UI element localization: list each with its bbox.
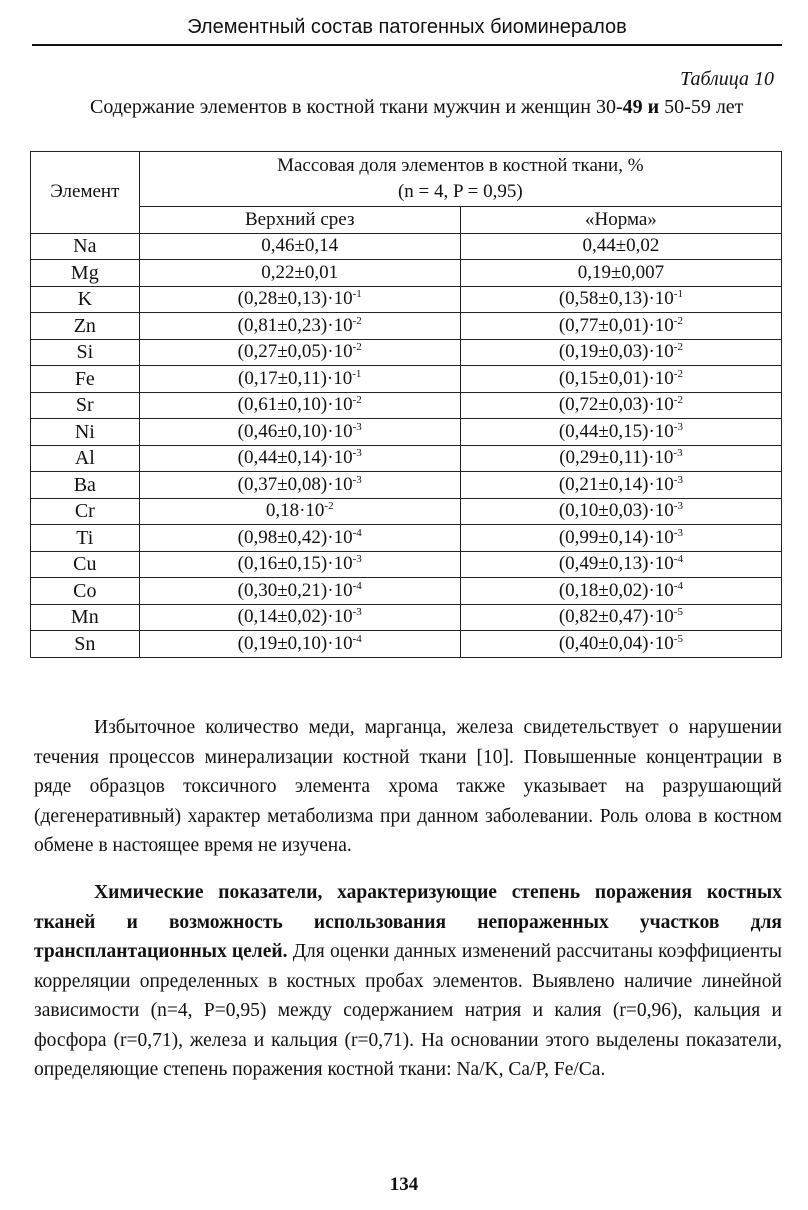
norm-value bbox=[460, 631, 781, 658]
value-base: (0,40±0,04)·10 bbox=[558, 632, 674, 654]
element-symbol: Co bbox=[31, 578, 140, 605]
mass-fraction-header bbox=[139, 152, 781, 207]
value-base: (0,14±0,02)·10 bbox=[237, 606, 353, 628]
value-exponent: -3 bbox=[673, 526, 683, 539]
upper-cut-value bbox=[139, 604, 460, 631]
value-exponent: -4 bbox=[352, 526, 362, 539]
paragraph-1: Избыточное количество меди, марганца, железа свидетельствует о нарушении течения процессов минерализации костной ткани [10]. Повышенные концентрации в ряде образцов токсичного элемента хрома также указывает на разрушающий (дегенеративный) характер метаболизма при данном заболевании. Роль олова в костном обмене в настоящее время не изучена. bbox=[34, 717, 782, 856]
mass-header-line2: (n = 4, P = 0,95) bbox=[397, 181, 523, 202]
table-row bbox=[31, 445, 782, 472]
value-exponent: -3 bbox=[352, 473, 362, 486]
value-exponent: -3 bbox=[352, 606, 362, 619]
table-row bbox=[31, 419, 782, 446]
value-base: (0,44±0,14)·10 bbox=[237, 447, 353, 469]
element-symbol: Si bbox=[31, 339, 140, 366]
value-base: (0,19±0,10)·10 bbox=[237, 632, 353, 654]
element-symbol: Ba bbox=[31, 472, 140, 499]
upper-cut-value bbox=[139, 233, 460, 260]
table-row bbox=[31, 339, 782, 366]
value-base: 0,44±0,02 bbox=[582, 235, 660, 257]
value-base: (0,15±0,01)·10 bbox=[558, 367, 674, 389]
norm-value bbox=[460, 498, 781, 525]
value-exponent: -2 bbox=[673, 394, 683, 407]
value-base: (0,29±0,11)·10 bbox=[559, 447, 674, 469]
value-exponent: -3 bbox=[673, 500, 683, 513]
value-base: (0,46±0,10)·10 bbox=[237, 420, 353, 442]
norm-value bbox=[460, 392, 781, 419]
norm-value bbox=[460, 286, 781, 313]
running-header-title: Элементный состав патогенных биоминералов bbox=[187, 16, 627, 38]
value-exponent: -4 bbox=[352, 579, 362, 592]
upper-cut-value bbox=[139, 551, 460, 578]
norm-value bbox=[460, 233, 781, 260]
table-row bbox=[31, 392, 782, 419]
value-base: (0,37±0,08)·10 bbox=[237, 473, 353, 495]
value-exponent: -1 bbox=[352, 288, 362, 301]
paragraph-2-text: Для оценки данных изменений рассчитаны коэффициенты корреляции определенных в костных пробах элементов. Выявлено наличие линейной зависимости (n=4, P=0,95) между содержанием натрия и калия (r=0,96), кальция и фосфора (r=0,71), железа и кальция (r=0,71). На основании этого выделены показатели, определяющие степень поражения костной ткани: Na/K, Ca/P, Fe/Ca. bbox=[34, 941, 782, 1080]
value-exponent: -5 bbox=[673, 606, 683, 619]
value-exponent: -2 bbox=[673, 341, 683, 354]
running-header bbox=[32, 10, 782, 46]
element-symbol: Mg bbox=[31, 260, 140, 287]
upper-cut-value bbox=[139, 419, 460, 446]
value-base: (0,99±0,14)·10 bbox=[558, 526, 674, 548]
upper-cut-value bbox=[139, 313, 460, 340]
table-row bbox=[31, 551, 782, 578]
value-exponent: -4 bbox=[673, 579, 683, 592]
upper-cut-value bbox=[139, 339, 460, 366]
value-base: (0,30±0,21)·10 bbox=[237, 579, 353, 601]
value-exponent: -5 bbox=[673, 632, 683, 645]
value-exponent: -2 bbox=[352, 394, 362, 407]
table-row bbox=[31, 366, 782, 393]
page-number: 134 bbox=[389, 1174, 419, 1195]
value-base: (0,16±0,15)·10 bbox=[237, 553, 353, 575]
value-base: (0,81±0,23)·10 bbox=[237, 314, 353, 336]
value-exponent: -2 bbox=[324, 500, 334, 513]
element-symbol: Sn bbox=[31, 631, 140, 658]
value-base: (0,19±0,03)·10 bbox=[558, 341, 674, 363]
element-symbol: Ni bbox=[31, 419, 140, 446]
table-row bbox=[31, 578, 782, 605]
table-row bbox=[31, 525, 782, 552]
value-base: (0,58±0,13)·10 bbox=[558, 288, 674, 310]
value-exponent: -1 bbox=[352, 367, 362, 380]
caption-bold: 49 и bbox=[622, 96, 660, 118]
value-exponent: -1 bbox=[673, 288, 683, 301]
upper-cut-value bbox=[139, 498, 460, 525]
table-caption bbox=[34, 94, 782, 121]
element-symbol: Sr bbox=[31, 392, 140, 419]
value-base: 0,19±0,007 bbox=[577, 261, 665, 283]
upper-cut-value bbox=[139, 286, 460, 313]
upper-cut-value bbox=[139, 260, 460, 287]
element-symbol: Mn bbox=[31, 604, 140, 631]
upper-cut-value bbox=[139, 392, 460, 419]
value-base: (0,82±0,47)·10 bbox=[558, 606, 674, 628]
element-symbol: Zn bbox=[31, 313, 140, 340]
value-exponent: -3 bbox=[352, 447, 362, 460]
upper-cut-value bbox=[139, 525, 460, 552]
table-row bbox=[31, 313, 782, 340]
element-symbol: Al bbox=[31, 445, 140, 472]
table-body bbox=[31, 233, 782, 657]
upper-cut-header: Верхний срез bbox=[139, 207, 460, 234]
value-exponent: -2 bbox=[673, 314, 683, 327]
value-exponent: -4 bbox=[352, 632, 362, 645]
mass-header-line1: Массовая доля элементов в костной ткани, % bbox=[277, 155, 644, 176]
element-symbol: Fe bbox=[31, 366, 140, 393]
norm-value bbox=[460, 366, 781, 393]
value-base: 0,46±0,14 bbox=[261, 235, 339, 257]
value-exponent: -2 bbox=[352, 314, 362, 327]
table-number: Таблица 10 bbox=[680, 68, 774, 90]
table-row bbox=[31, 233, 782, 260]
value-exponent: -3 bbox=[352, 553, 362, 566]
elements-table bbox=[30, 151, 782, 658]
value-exponent: -4 bbox=[673, 553, 683, 566]
element-column-header: Элемент bbox=[31, 152, 140, 234]
norm-value bbox=[460, 525, 781, 552]
value-base: (0,28±0,13)·10 bbox=[237, 288, 353, 310]
norm-value bbox=[460, 604, 781, 631]
paragraph-2-heading: Химические показатели, характеризующие степень поражения костных тканей и возможность использования непораженных участков для трансплантационных целей. bbox=[34, 882, 782, 962]
norm-value bbox=[460, 472, 781, 499]
norm-value bbox=[460, 260, 781, 287]
upper-cut-value bbox=[139, 366, 460, 393]
norm-value bbox=[460, 578, 781, 605]
element-symbol: Ti bbox=[31, 525, 140, 552]
value-base: (0,44±0,15)·10 bbox=[558, 420, 674, 442]
table-row bbox=[31, 260, 782, 287]
value-base: (0,27±0,05)·10 bbox=[237, 341, 353, 363]
element-symbol: Na bbox=[31, 233, 140, 260]
value-base: 0,18·10 bbox=[265, 500, 325, 522]
value-base: 0,22±0,01 bbox=[261, 261, 339, 283]
caption-tail: 50-59 лет bbox=[659, 96, 744, 118]
norm-value bbox=[460, 551, 781, 578]
norm-value bbox=[460, 339, 781, 366]
value-exponent: -2 bbox=[352, 341, 362, 354]
value-base: (0,18±0,02)·10 bbox=[558, 579, 674, 601]
value-base: (0,98±0,42)·10 bbox=[237, 526, 353, 548]
norm-value bbox=[460, 313, 781, 340]
value-base: (0,10±0,03)·10 bbox=[558, 500, 674, 522]
value-base: (0,21±0,14)·10 bbox=[558, 473, 674, 495]
table-row bbox=[31, 472, 782, 499]
table-row bbox=[31, 631, 782, 658]
value-base: (0,49±0,13)·10 bbox=[558, 553, 674, 575]
value-base: (0,77±0,01)·10 bbox=[558, 314, 674, 336]
value-exponent: -3 bbox=[673, 447, 683, 460]
table-row bbox=[31, 286, 782, 313]
value-exponent: -2 bbox=[673, 367, 683, 380]
element-symbol: Cu bbox=[31, 551, 140, 578]
table-row bbox=[31, 604, 782, 631]
caption-text: Содержание элементов в костной ткани мужчин и женщин 30- bbox=[90, 96, 623, 118]
upper-cut-value bbox=[139, 631, 460, 658]
value-exponent: -3 bbox=[673, 420, 683, 433]
norm-value bbox=[460, 419, 781, 446]
element-symbol: K bbox=[31, 286, 140, 313]
element-symbol: Cr bbox=[31, 498, 140, 525]
norm-value bbox=[460, 445, 781, 472]
value-base: (0,72±0,03)·10 bbox=[558, 394, 674, 416]
paragraph-2 bbox=[34, 878, 782, 1085]
table-row bbox=[31, 498, 782, 525]
upper-cut-value bbox=[139, 578, 460, 605]
norm-header: «Норма» bbox=[460, 207, 781, 234]
upper-cut-value bbox=[139, 445, 460, 472]
value-exponent: -3 bbox=[673, 473, 683, 486]
value-base: (0,61±0,10)·10 bbox=[237, 394, 353, 416]
value-base: (0,17±0,11)·10 bbox=[238, 367, 353, 389]
value-exponent: -3 bbox=[352, 420, 362, 433]
upper-cut-value bbox=[139, 472, 460, 499]
